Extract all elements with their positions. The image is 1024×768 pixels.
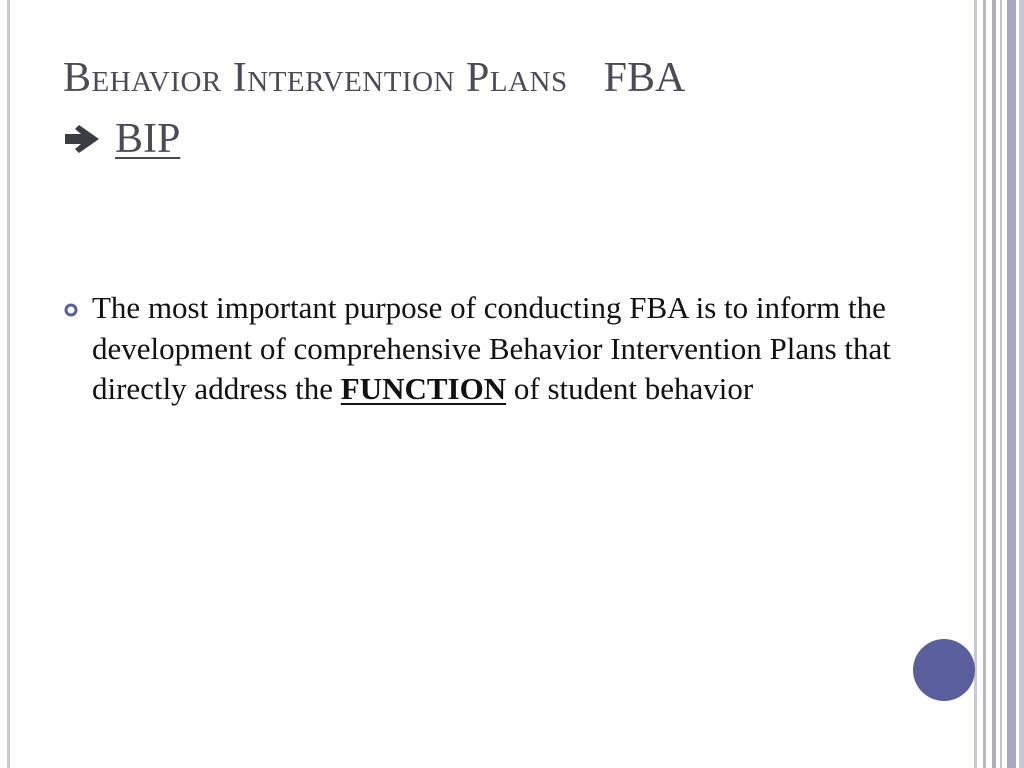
hollow-circle-bullet-icon <box>64 303 78 317</box>
stripe <box>1007 0 1016 768</box>
bullet-text-before: The most important purpose of conducting FBA is to inform the development of comprehensive Behavior Intervention Plans that directly address the <box>92 290 891 406</box>
stripe <box>992 0 996 768</box>
stripe <box>1019 0 1024 768</box>
slide-title <box>63 52 943 174</box>
stripe <box>1000 0 1002 768</box>
title-main: Behavior Intervention Plans <box>63 55 568 101</box>
stripe <box>974 0 977 768</box>
stripe <box>983 0 986 768</box>
list-item <box>62 288 942 410</box>
bullet-emphasis: FUNCTION <box>340 371 507 406</box>
decorative-circle <box>913 639 975 701</box>
bullet-text-after: of student behavior <box>506 371 754 406</box>
title-fba: FBA <box>603 55 686 101</box>
left-border-line <box>7 0 10 768</box>
content-area <box>62 288 942 410</box>
right-arrow-icon <box>63 123 101 155</box>
right-decorative-stripes <box>974 0 1024 768</box>
title-bip-link[interactable]: BIP <box>115 116 181 162</box>
bullet-text <box>92 288 942 410</box>
